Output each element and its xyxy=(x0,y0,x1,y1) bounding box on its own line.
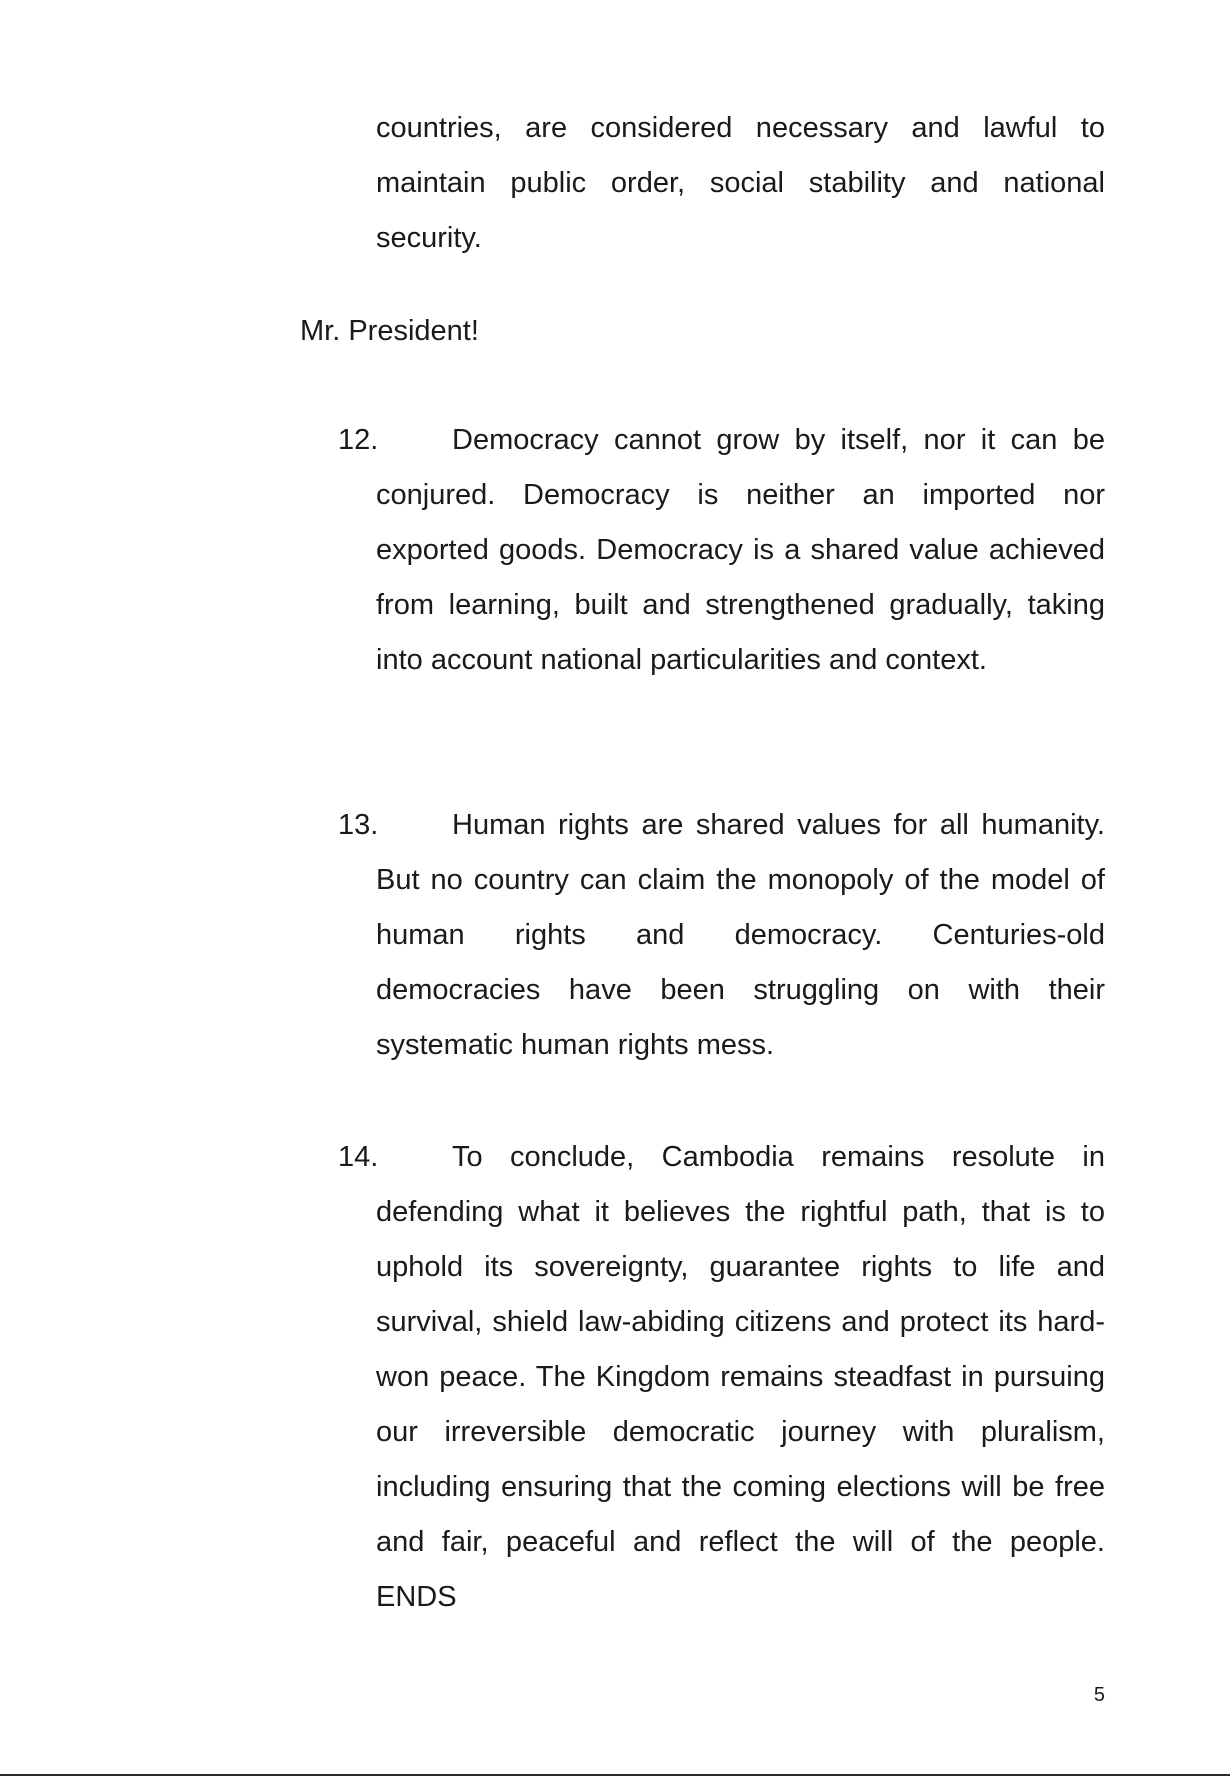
numbered-paragraph-13 xyxy=(338,798,1105,1073)
paragraph-number: 13. xyxy=(338,809,379,841)
paragraph-text: Human rights are shared values for all humanity. But no country can claim the monopoly of the model of human rights and democracy. Centuries-old democracies have been struggling on with their systematic human rights mess. xyxy=(376,809,1105,1061)
paragraph-text: Democracy cannot grow by itself, nor it can be conjured. Democracy is neither an imported nor exported goods. Democracy is a shared value achieved from learning, built and strengthened gradually, taking into account national particularities and context. xyxy=(376,424,1105,676)
numbered-paragraph-12 xyxy=(338,413,1105,688)
paragraph-text: To conclude, Cambodia remains resolute in defending what it believes the rightful path, that is to uphold its sovereignty, guarantee rights to life and survival, shield law-abiding citizens and protect its hard-won peace. The Kingdom remains steadfast in pursuing our irreversible democratic journey with pluralism, including ensuring that the coming elections will be free and fair, peaceful and reflect the will of the people. ENDS xyxy=(376,1141,1105,1613)
paragraph-number: 12. xyxy=(338,424,379,456)
paragraph-number: 14. xyxy=(338,1141,379,1173)
page-number: 5 xyxy=(1093,1684,1105,1706)
numbered-paragraph-14 xyxy=(338,1130,1105,1625)
bottom-divider xyxy=(0,1774,1230,1776)
salutation: Mr. President! xyxy=(300,315,479,347)
continuation-paragraph: countries, are considered necessary and lawful to maintain public order, social stability and national security. xyxy=(376,112,1105,254)
